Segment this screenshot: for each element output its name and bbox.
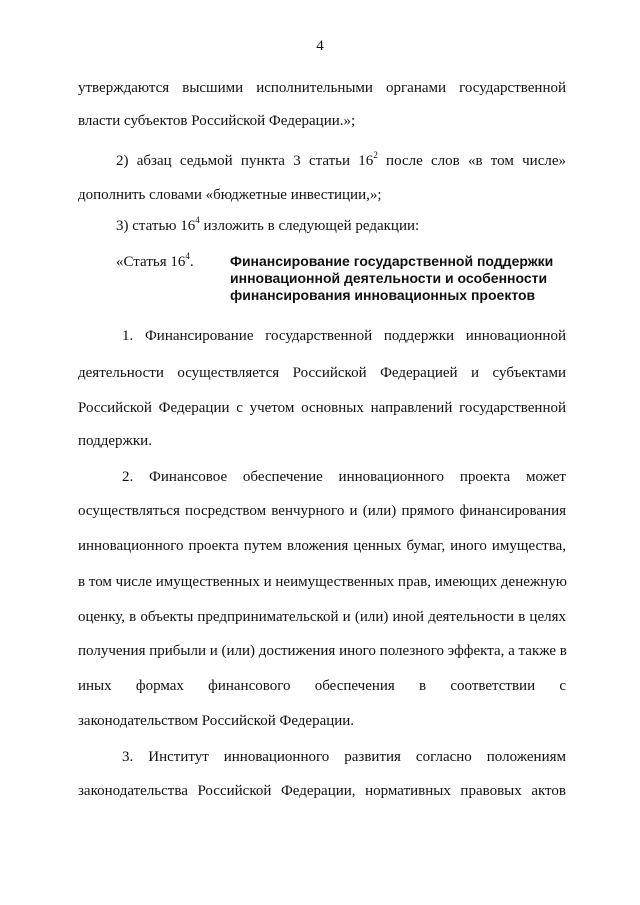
article-title-line: инновационной деятельности и особенности	[230, 270, 548, 286]
paragraph-1-line: поддержки.	[78, 433, 152, 449]
page-number: 4	[316, 38, 324, 54]
paragraph-2-line: иных формах финансового обеспечения в соответствии с	[78, 678, 566, 694]
article-title	[230, 253, 566, 304]
paragraph-3-line: 3. Институт инновационного развития согласно положениям	[122, 749, 566, 765]
text-fragment: изложить в следующей редакции:	[199, 218, 420, 234]
paragraph-2-line: инновационного проекта путем вложения ценных бумаг, иного имущества,	[78, 538, 566, 554]
text-fragment: 2) абзац седьмой пункта 3 статьи 16	[116, 153, 374, 169]
text-fragment: 3) статью 16	[116, 218, 196, 234]
paragraph-1-line: 1. Финансирование государственной поддержки инновационной	[122, 328, 566, 344]
paragraph-2-line: законодательством Российской Федерации.	[78, 713, 355, 729]
paragraph-2-line: оценку, в объекты предпринимательской и (или) иной деятельности в целях	[78, 609, 566, 625]
text-line: власти субъектов Российской Федерации.»;	[78, 113, 356, 129]
paragraph-2-line: осуществляться посредством венчурного и (или) прямого финансирования	[78, 503, 566, 519]
paragraph-3-line: законодательства Российской Федерации, нормативных правовых актов	[78, 783, 566, 799]
paragraph-2-line: получения прибыли и (или) достижения иного полезного эффекта, а также в	[78, 643, 567, 659]
superscript: 4	[185, 251, 190, 261]
article-title-line: финансирования инновационных проектов	[230, 287, 536, 303]
paragraph-2-line: 2. Финансовое обеспечение инновационного проекта может	[122, 469, 566, 485]
text-fragment: «Статья 16	[116, 254, 186, 270]
text-line: дополнить словами «бюджетные инвестиции,»;	[78, 187, 382, 203]
text-line-amendment-3	[116, 217, 566, 235]
article-title-line: Финансирование государственной поддержки	[230, 253, 554, 269]
text-line-amendment-2	[116, 152, 566, 170]
text-fragment: .	[189, 254, 194, 270]
article-label	[116, 253, 194, 271]
superscript: 4	[195, 215, 200, 225]
text-line: утверждаются высшими исполнительными органами государственной	[78, 80, 566, 96]
paragraph-2-line: в том числе имущественных и неимущественных прав, имеющих денежную	[78, 574, 567, 590]
text-fragment: после слов «в том числе»	[377, 153, 566, 169]
paragraph-1-line: Российской Федерации с учетом основных направлений государственной	[78, 400, 566, 416]
paragraph-1-line: деятельности осуществляется Российской Федерацией и субъектами	[78, 365, 566, 381]
superscript: 2	[373, 150, 378, 160]
